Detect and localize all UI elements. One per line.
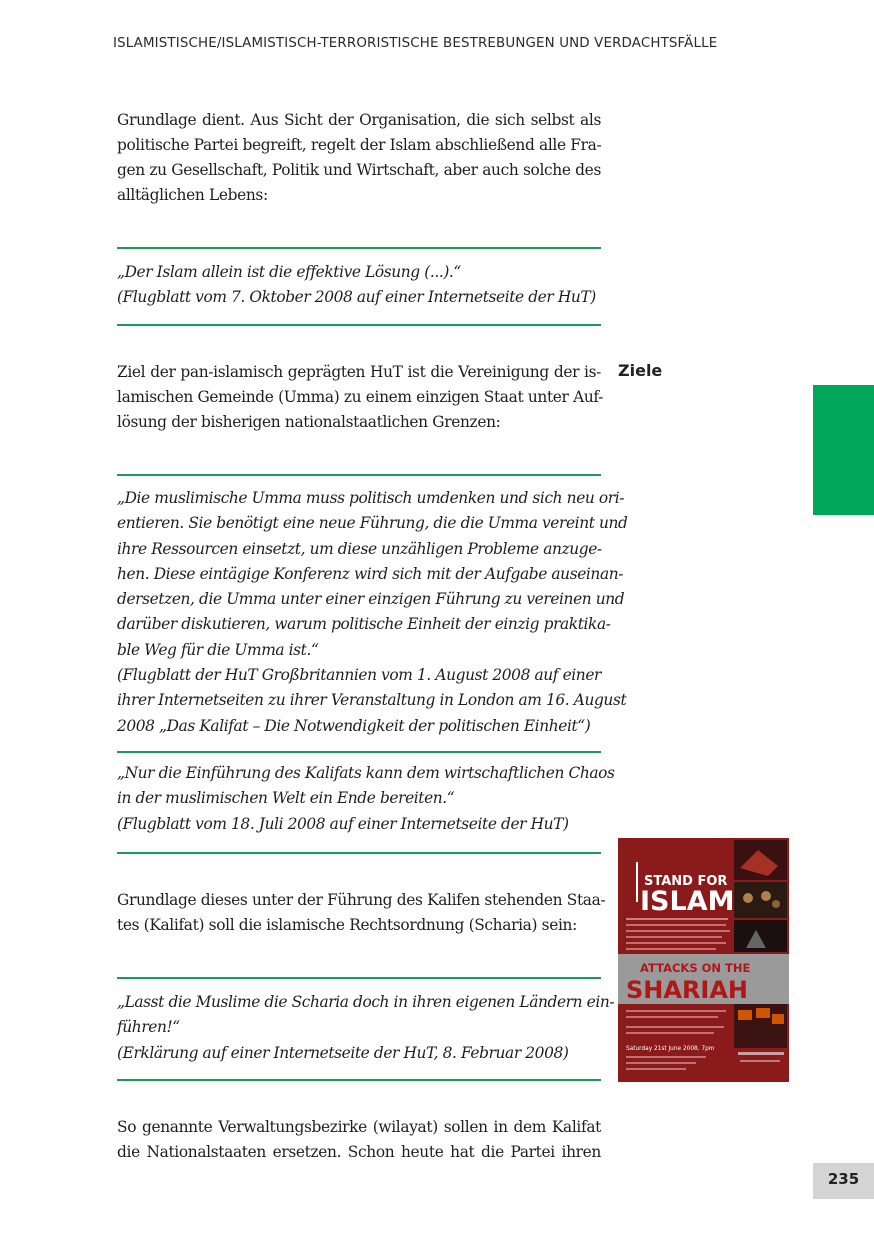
paragraph-intro [117, 108, 601, 208]
quote-text [117, 990, 615, 1066]
quote-source: ihrer Internetseiten zu ihrer Veranstaltung in London am 16. August [117, 691, 627, 710]
poster-subtitle-top: ATTACKS ON THE [640, 961, 751, 975]
quote-text [117, 761, 615, 837]
quote-line: hen. Diese eintägige Konferenz wird sich mit der Aufgabe auseinan- [117, 564, 624, 583]
paragraph-wilayat [117, 1115, 601, 1165]
quote-text [117, 260, 601, 311]
quote-box-1 [117, 247, 601, 326]
quote-line: „Die muslimische Umma muss politisch umdenken und sich neu ori- [117, 489, 625, 507]
text-line: die Nationalstaaten ersetzen. Schon heute hat die Partei ihren [117, 1143, 601, 1161]
quote-box-4 [117, 977, 615, 1081]
paragraph-ziele [117, 360, 604, 435]
quote-text [117, 486, 628, 739]
text-line: Grundlage dieses unter der Führung des Kalifen stehenden Staa- [117, 891, 606, 909]
quote-source: 2008 „Das Kalifat – Die Notwendigkeit der politischen Einheit“) [117, 716, 591, 735]
quote-box-3 [117, 751, 615, 854]
text-line: lamischen Gemeinde (Umma) zu einem einzigen Staat unter Auf- [117, 388, 604, 406]
quote-source: (Flugblatt der HuT Großbritannien vom 1. August 2008 auf einer [117, 666, 601, 685]
quote-line: entieren. Sie benötigt eine neue Führung, die die Umma vereint und [117, 514, 628, 533]
quote-source: (Erklärung auf einer Internetseite der HuT, 8. Februar 2008) [117, 1043, 569, 1062]
quote-line: führen!“ [117, 1018, 180, 1037]
poster-date: Saturday 21st June 2008, 7pm [626, 1046, 715, 1052]
text-line: lösung der bisherigen nationalstaatlichen Grenzen: [117, 413, 501, 431]
text-line: So genannte Verwaltungsbezirke (wilayat) sollen in dem Kalifat [117, 1118, 601, 1136]
quote-source: (Flugblatt vom 7. Oktober 2008 auf einer Internetseite der HuT) [117, 288, 596, 307]
chapter-tab-marker [813, 385, 874, 515]
paragraph-kalifat [117, 888, 606, 938]
quote-source: (Flugblatt vom 18. Juli 2008 auf einer Internetseite der HuT) [117, 814, 569, 833]
quote-line: „Lasst die Muslime die Scharia doch in ihren eigenen Ländern ein- [117, 993, 615, 1011]
quote-line: ble Weg für die Umma ist.“ [117, 640, 319, 659]
text-line: alltäglichen Lebens: [117, 186, 268, 204]
poster-graphic [618, 838, 789, 1082]
text-line: politische Partei begreift, regelt der Islam abschließend alle Fra- [117, 136, 602, 154]
poster-title-top: STAND FOR [644, 874, 728, 889]
text-line: tes (Kalifat) soll die islamische Rechtsordnung (Scharia) sein: [117, 916, 577, 934]
poster-photo-2 [734, 882, 787, 918]
poster-subtitle-main: SHARIAH [626, 976, 749, 1004]
quote-line: „Nur die Einführung des Kalifats kann dem wirtschaftlichen Chaos [117, 764, 615, 782]
quote-line: darüber diskutieren, warum politische Einheit der einzig praktika- [117, 615, 611, 634]
margin-label-ziele: Ziele [618, 361, 663, 380]
quote-line: „Der Islam allein ist die effektive Lösung (...).“ [117, 263, 461, 281]
quote-line: dersetzen, die Umma unter einer einzigen Führung zu vereinen und [117, 590, 625, 609]
quote-line: ihre Ressourcen einsetzt, um diese unzähligen Probleme anzuge- [117, 539, 602, 558]
running-head: ISLAMISTISCHE/ISLAMISTISCH-TERRORISTISCHE BESTREBUNGEN UND VERDACHTSFÄLLE [113, 36, 718, 51]
text-line: gen zu Gesellschaft, Politik und Wirtschaft, aber auch solche des [117, 161, 601, 179]
poster-title-main: ISLAM [640, 886, 735, 917]
text-line: Grundlage dient. Aus Sicht der Organisation, die sich selbst als [117, 111, 601, 129]
quote-line: in der muslimischen Welt ein Ende bereiten.“ [117, 789, 455, 808]
text-line: Ziel der pan-islamisch geprägten HuT ist die Vereinigung der is- [117, 363, 601, 381]
quote-box-2 [117, 474, 628, 753]
page-number: 235 [813, 1163, 874, 1199]
event-poster-image [618, 838, 789, 1082]
